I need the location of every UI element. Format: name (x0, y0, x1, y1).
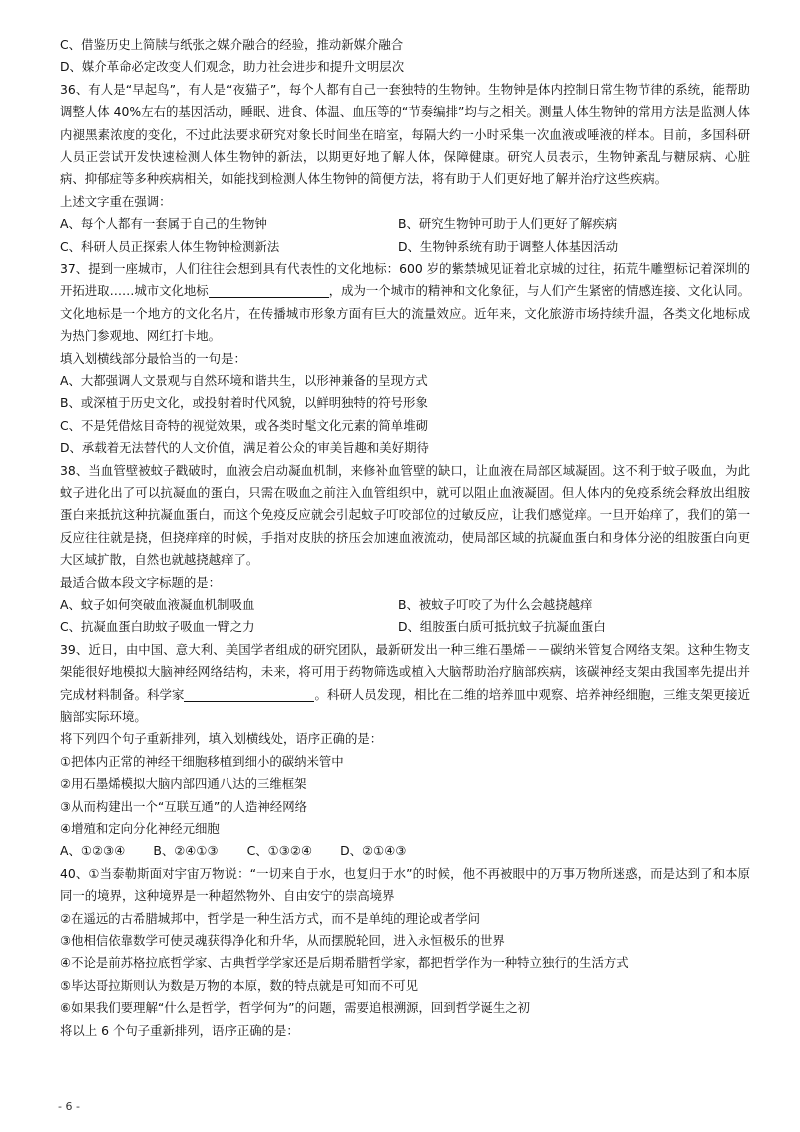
q38-options-row-1 (60, 594, 750, 616)
q37-passage-before: 37、提到一座城市，人们往往会想到具有代表性的文化地标：600 岁的紫禁城见证着北京城的过往，拓荒牛雕塑标记着深圳的开拓进取……城市文化地标 (60, 260, 750, 299)
q36-option-b[interactable]: B、研究生物钟可助于人们更好了解疾病 (398, 216, 618, 232)
q37-option-d[interactable]: D、承载着无法替代的人文价值，满足着公众的审美旨趣和美好期待 (60, 440, 429, 456)
q37-option-b[interactable]: B、或深植于历史文化，或投射着时代风貌，以鲜明独特的符号形象 (60, 395, 428, 411)
q39-option-b[interactable]: B、②④①③ (153, 843, 219, 859)
q39-passage (60, 639, 750, 729)
q39-sentence-4: ④增殖和定向分化神经元细胞 (60, 820, 220, 836)
q39-option-a[interactable]: A、①②③④ (60, 843, 126, 859)
q36-stem: 上述文字重在强调： (60, 193, 172, 209)
q40-stem: 将以上 6 个句子重新排列，语序正确的是： (60, 1022, 299, 1038)
page-number: - 6 - (58, 1100, 80, 1113)
q37-option-a[interactable]: A、大都强调人文景观与自然环境和谐共生，以形神兼备的呈现方式 (60, 373, 428, 388)
page-content (60, 34, 750, 1042)
q36-options-row-1 (60, 213, 750, 235)
q38-options-row-2 (60, 616, 750, 638)
q39-fill-blank (184, 687, 314, 702)
q40-sentence-1: 40、①当泰勒斯面对宇宙万物说：“一切来自于水，也复归于水”的时候，他不再被眼中的万事万物所迷惑，而是达到了和本原同一的境界，这种境界是一种超然物外、自由安宁的崇高境界 (60, 865, 750, 904)
q39-stem: 将下列四个句子重新排列，填入划横线处，语序正确的是： (60, 731, 383, 747)
q38-stem: 最适合做本段文字标题的是： (60, 574, 222, 590)
q39-sentence-1: ①把体内正常的神经干细胞移植到细小的碳纳米管中 (60, 753, 344, 769)
q38-passage: 38、当血管壁被蚊子戳破时，血液会启动凝血机制，来修补血管壁的缺口，让血液在局部区域凝固。这不利于蚊子吸血，为此蚊子进化出了可以抗凝血的蛋白，只需在吸血之前注入血管组织中，就可以阻止血液凝固。但人体内的免疫系统会释放出组胺蛋白来抵抗这种抗凝血蛋白，而这个免疫反应就会引起蚊子叮咬部位的过敏反应，让我们感觉痒。一旦开始痒了，我们的第一反应往往就是挠，但挠痒痒的时候，手指对皮肤的挤压会加速血液流动，使局部区域的抗凝血蛋白和身体分泌的组胺蛋白向更大区域扩散，自然也就越挠越痒了。 (60, 462, 750, 568)
q39-options (60, 840, 750, 862)
q36-option-d[interactable]: D、生物钟系统有助于调整人体基因活动 (398, 238, 619, 254)
q37-option-c[interactable]: C、不是凭借炫目奇特的视觉效果，或各类时髦文化元素的简单堆砌 (60, 417, 428, 433)
q39-sentence-3: ③从而构建出一个“互联互通”的人造神经网络 (60, 798, 307, 814)
prev-option-c[interactable]: C、借鉴历史上简牍与纸张之媒介融合的经验，推动新媒介融合 (60, 37, 404, 52)
q40-sentence-6: ⑥如果我们要理解“什么是哲学，哲学何为”的问题，需要追根溯源，回到哲学诞生之初 (60, 1000, 531, 1016)
q40-sentence-3: ③他相信依靠数学可使灵魂获得净化和升华，从而摆脱轮回，进入永恒极乐的世界 (60, 932, 505, 948)
q40-sentence-2: ②在遥远的古希腊城邦中，哲学是一种生活方式，而不是单纯的理论或者学问 (60, 910, 480, 926)
q36-option-a[interactable]: A、每个人都有一套属于自己的生物钟 (60, 216, 267, 232)
q39-sentence-2: ②用石墨烯模拟大脑内部四通八达的三维框架 (60, 776, 307, 792)
q37-passage (60, 258, 750, 348)
q38-option-b[interactable]: B、被蚊子叮咬了为什么会越挠越痒 (398, 596, 593, 612)
q38-option-a[interactable]: A、蚊子如何突破血液凝血机制吸血 (60, 596, 255, 612)
q36-options-row-2 (60, 236, 750, 258)
q38-option-c[interactable]: C、抗凝血蛋白助蚊子吸血一臂之力 (60, 619, 255, 635)
q39-passage-before: 39、近日，由中国、意大利、美国学者组成的研究团队，最新研发出一种三维石墨烯－－碳纳米管复合网络支架。这种生物支架能很好地模拟大脑神经网络结构，未来，将可用于药物筛选或植入大脑帮助治疗脑部疾病，该碳神经支架由我国率先提出并完成材料制备。科学家 (60, 641, 750, 702)
q36-passage: 36、有人是“早起鸟”，有人是“夜猫子”，每个人都有自己一套独特的生物钟。生物钟是体内控制日常生物节律的系统，能帮助调整人体 40%左右的基因活动，睡眠、进食、体温、血压等的“节奏编排”均与之相关。测量人体生物钟的常用方法是监测人体内褪黑素浓度的变化，不过此法要求研究对象长时间坐在暗室，每隔大约一小时采集一次血液或唾液的样本。目前，多国科研人员正尝试开发快速检测人体生物钟的新法，以期更好地了解人体，保障健康。研究人员表示，生物钟紊乱与糖尿病、心脏病、抑郁症等多种疾病相关，如能找到检测人体生物钟的简便方法，将有助于人们更好地了解并治疗这些疾病。 (60, 81, 750, 187)
q39-option-d[interactable]: D、②①④③ (340, 843, 407, 859)
q38-option-d[interactable]: D、组胺蛋白质可抵抗蚊子抗凝血蛋白 (398, 619, 606, 635)
q37-stem: 填入划横线部分最恰当的一句是： (60, 350, 246, 366)
q40-sentence-4: ④不论是前苏格拉底哲学家、古典哲学学家还是后期希腊哲学家，都把哲学作为一种特立独行的生活方式 (60, 955, 629, 971)
prev-option-d[interactable]: D、媒介革命必定改变人们观念，助力社会进步和提升文明层次 (60, 59, 405, 75)
q37-fill-blank (209, 283, 329, 298)
q39-option-c[interactable]: C、①③②④ (246, 843, 313, 859)
q37-passage-after: ，成为一个城市的精神和文化象征，与人们产生紧密的情感连接、文化认同。文化地标是一个地方的文化名片，在传播城市形象方面有巨大的流量效应。近年来，文化旅游市场持续升温，各类文化地标成为热门参观地、网红打卡地。 (60, 283, 751, 344)
q39-passage-after: 。科研人员发现，相比在二维的培养皿中观察、培养神经细胞，三维支架更接近脑部实际环境。 (60, 686, 751, 724)
q40-sentence-5: ⑤毕达哥拉斯则认为数是万物的本原，数的特点就是可知而不可见 (60, 977, 419, 993)
q36-option-c[interactable]: C、科研人员正探索人体生物钟检测新法 (60, 238, 280, 254)
